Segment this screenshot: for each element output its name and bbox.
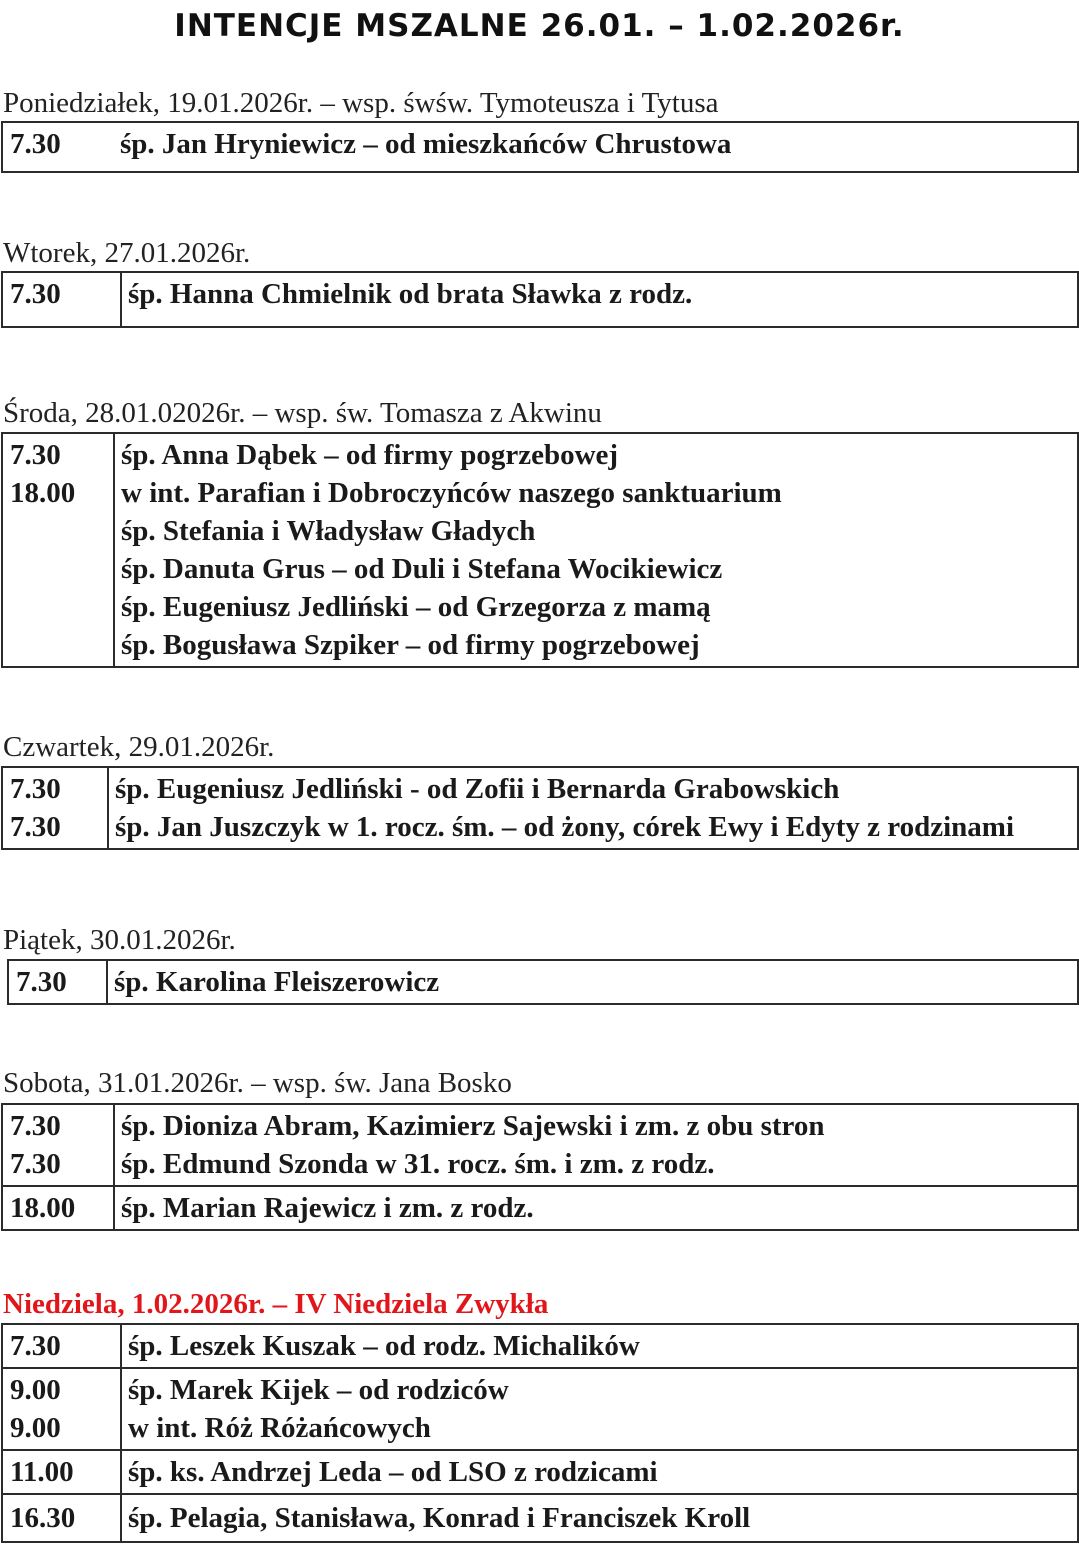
day-header-friday: Piątek, 30.01.2026r. [3, 924, 236, 956]
mass-intention: śp. Dioniza Abram, Kazimierz Sajewski i zm. z obu stron [121, 1110, 825, 1142]
mass-time-cell [2, 1494, 121, 1542]
mass-intention: śp. ks. Andrzej Leda – od LSO z rodzicami [128, 1456, 658, 1488]
mass-time-cell [2, 433, 114, 667]
mass-intention: śp. Marek Kijek – od rodziców [128, 1374, 509, 1406]
mass-time: 7.30 [16, 966, 67, 998]
mass-time-cell [8, 960, 107, 1004]
mass-intention-cell [114, 433, 1078, 667]
mass-time-cell [2, 1324, 121, 1368]
mass-intention: śp. Danuta Grus – od Duli i Stefana Wocikiewicz [121, 553, 723, 585]
mass-time: 7.30 [10, 1330, 61, 1362]
mass-table-monday [1, 121, 1079, 173]
table-row [2, 1368, 1078, 1450]
mass-intention: śp. Hanna Chmielnik od brata Sławka z rodz. [128, 278, 693, 310]
mass-intention: śp. Bogusława Szpiker – od firmy pogrzebowej [121, 629, 700, 661]
mass-intention: śp. Stefania i Władysław Gładych [121, 515, 536, 547]
mass-time: 7.30 [10, 1148, 61, 1180]
mass-time: 18.00 [10, 477, 76, 509]
table-row [2, 1494, 1078, 1542]
mass-intention: śp. Jan Hryniewicz – od mieszkańców Chrustowa [120, 128, 732, 160]
mass-time-cell [2, 272, 121, 327]
mass-time: 7.30 [10, 439, 61, 471]
table-row [2, 433, 1078, 667]
day-header-thursday: Czwartek, 29.01.2026r. [3, 731, 275, 763]
table-row [2, 1324, 1078, 1368]
mass-intention-cell [121, 1324, 1078, 1368]
mass-time: 9.00 [10, 1374, 61, 1406]
mass-intention: śp. Leszek Kuszak – od rodz. Michalików [128, 1330, 640, 1362]
mass-time-cell [2, 767, 108, 849]
table-row [2, 1104, 1078, 1186]
day-header-sunday: Niedziela, 1.02.2026r. – IV Niedziela Zwykła [3, 1288, 549, 1320]
mass-intention-cell [121, 1450, 1078, 1494]
mass-time: 7.30 [10, 278, 61, 310]
mass-intention-cell [114, 1104, 1078, 1186]
mass-intention: śp. Marian Rajewicz i zm. z rodz. [121, 1192, 534, 1224]
mass-time: 18.00 [10, 1192, 76, 1224]
mass-time: 11.00 [10, 1456, 74, 1488]
mass-intention-cell [108, 767, 1078, 849]
table-row [8, 960, 1078, 1004]
mass-time: 16.30 [10, 1502, 76, 1534]
mass-time-cell [2, 122, 114, 172]
mass-table-friday [7, 959, 1079, 1005]
mass-intention: śp. Pelagia, Stanisława, Konrad i Franciszek Kroll [128, 1502, 751, 1534]
mass-time-cell [2, 1368, 121, 1450]
table-row [2, 1450, 1078, 1494]
mass-time-cell [2, 1186, 114, 1230]
day-header-wednesday: Środa, 28.01.02026r. – wsp. św. Tomasza z Akwinu [3, 397, 602, 429]
day-header-saturday: Sobota, 31.01.2026r. – wsp. św. Jana Bosko [3, 1067, 512, 1099]
table-row [2, 122, 1078, 172]
mass-intention-cell [121, 1368, 1078, 1450]
mass-time-cell [2, 1104, 114, 1186]
mass-intention-cell [114, 1186, 1078, 1230]
mass-table-thursday [1, 766, 1079, 850]
mass-intention: śp. Eugeniusz Jedliński - od Zofii i Bernarda Grabowskich [115, 773, 840, 805]
mass-table-sunday [1, 1323, 1079, 1543]
mass-intention: śp. Jan Juszczyk w 1. rocz. śm. – od żony, córek Ewy i Edyty z rodzinami [115, 811, 1015, 843]
mass-intention-cell [107, 960, 1078, 1004]
mass-intention: śp. Karolina Fleiszerowicz [114, 966, 440, 998]
mass-time: 9.00 [10, 1412, 61, 1444]
mass-time: 7.30 [10, 811, 61, 843]
table-row [2, 767, 1078, 849]
mass-intention-cell [121, 1494, 1078, 1542]
mass-intention: w int. Parafian i Dobroczyńców naszego sanktuarium [121, 477, 782, 509]
mass-time-cell [2, 1450, 121, 1494]
table-row [2, 1186, 1078, 1230]
mass-intention-cell [121, 272, 1078, 327]
mass-intention: śp. Edmund Szonda w 31. rocz. śm. i zm. z rodz. [121, 1148, 715, 1180]
page-title: INTENCJE MSZALNE 26.01. – 1.02.2026r. [174, 8, 905, 44]
mass-table-wednesday [1, 432, 1079, 668]
table-row [2, 272, 1078, 327]
day-header-monday: Poniedziałek, 19.01.2026r. – wsp. śwśw. Tymoteusza i Tytusa [3, 87, 719, 119]
mass-intention: śp. Anna Dąbek – od firmy pogrzebowej [121, 439, 619, 471]
mass-time: 7.30 [10, 1110, 61, 1142]
mass-intention-cell [114, 122, 1078, 172]
day-header-tuesday: Wtorek, 27.01.2026r. [3, 237, 251, 269]
mass-intention: w int. Róż Różańcowych [128, 1412, 431, 1444]
mass-time: 7.30 [10, 773, 61, 805]
mass-table-saturday [1, 1103, 1079, 1231]
mass-intention: śp. Eugeniusz Jedliński – od Grzegorza z mamą [121, 591, 711, 623]
mass-time: 7.30 [10, 128, 61, 160]
mass-table-tuesday [1, 271, 1079, 328]
